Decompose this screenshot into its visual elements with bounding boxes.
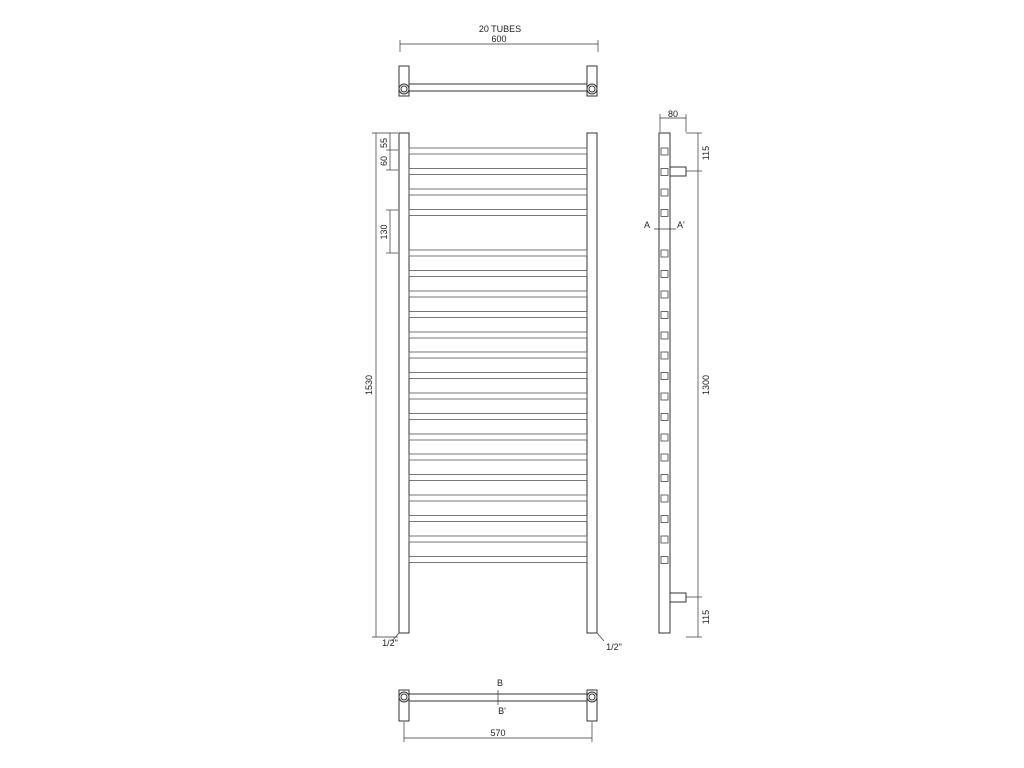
gap-second-label: 60 <box>379 155 389 167</box>
tube-9 <box>409 332 587 338</box>
top-view-left-valve-inner-icon <box>401 86 407 92</box>
tube-4 <box>409 210 587 216</box>
front-view-left-post <box>399 133 409 633</box>
gap-top-label: 55 <box>379 137 389 149</box>
side-view-tube-profiles <box>661 148 668 564</box>
right-connection-label: 1/2" <box>606 642 622 652</box>
section-b-prime-label: B' <box>498 706 506 716</box>
tube-profile-16 <box>661 475 668 482</box>
tubes-count-label: 20 TUBES <box>478 24 522 34</box>
tube-profile-6 <box>661 271 668 278</box>
tube-profile-4 <box>661 210 668 217</box>
tube-profile-1 <box>661 148 668 155</box>
bottom-offset-label: 115 <box>701 609 711 625</box>
bottom-view-right-valve-inner-icon <box>589 694 595 700</box>
tube-profile-11 <box>661 373 668 380</box>
section-b-label: B <box>496 678 504 688</box>
tube-profile-3 <box>661 189 668 196</box>
tube-profile-17 <box>661 495 668 502</box>
tube-13 <box>409 414 587 420</box>
tube-1 <box>409 148 587 154</box>
front-view-right-post <box>587 133 597 633</box>
tube-12 <box>409 393 587 399</box>
tube-profile-19 <box>661 536 668 543</box>
bottom-view-left-post <box>399 690 409 721</box>
tube-profile-2 <box>661 169 668 176</box>
front-view <box>364 133 622 652</box>
tube-profile-7 <box>661 291 668 298</box>
left-connection-label: 1/2" <box>382 638 398 648</box>
right-connection-leader <box>597 633 604 641</box>
section-a-label: A <box>643 220 650 230</box>
tube-19 <box>409 536 587 542</box>
depth-label: 80 <box>667 109 679 119</box>
tube-7 <box>409 291 587 297</box>
tube-18 <box>409 516 587 522</box>
tube-profile-5 <box>661 250 668 257</box>
width-dimension-label: 600 <box>491 34 507 44</box>
side-view <box>644 109 711 637</box>
tube-profile-18 <box>661 516 668 523</box>
tube-profile-15 <box>661 454 668 461</box>
tube-profile-20 <box>661 557 668 564</box>
top-view-right-valve-inner-icon <box>589 86 595 92</box>
tube-11 <box>409 373 587 379</box>
tube-profile-13 <box>661 414 668 421</box>
tube-profile-14 <box>661 434 668 441</box>
tube-6 <box>409 271 587 277</box>
bottom-view-right-post <box>587 690 597 721</box>
tube-20 <box>409 557 587 563</box>
tube-profile-10 <box>661 352 668 359</box>
section-a-prime-label: A' <box>677 220 685 230</box>
tube-17 <box>409 495 587 501</box>
tube-5 <box>409 250 587 256</box>
tube-10 <box>409 352 587 358</box>
centers-label: 1300 <box>701 374 711 396</box>
tube-profile-9 <box>661 332 668 339</box>
tube-profile-12 <box>661 393 668 400</box>
tube-8 <box>409 312 587 318</box>
tube-14 <box>409 434 587 440</box>
tube-2 <box>409 169 587 175</box>
bottom-centers-label: 570 <box>490 728 506 738</box>
side-view-top-connection <box>670 167 686 176</box>
side-view-bottom-connection <box>670 593 686 602</box>
group-spacing-label: 130 <box>379 224 389 240</box>
tube-profile-8 <box>661 312 668 319</box>
bottom-view <box>399 678 597 742</box>
tube-3 <box>409 189 587 195</box>
top-offset-label: 115 <box>701 145 711 161</box>
overall-height-label: 1530 <box>364 374 374 396</box>
top-view <box>399 24 598 96</box>
front-view-tubes <box>409 148 587 563</box>
tube-16 <box>409 475 587 481</box>
tube-15 <box>409 454 587 460</box>
bottom-view-left-valve-inner-icon <box>401 694 407 700</box>
